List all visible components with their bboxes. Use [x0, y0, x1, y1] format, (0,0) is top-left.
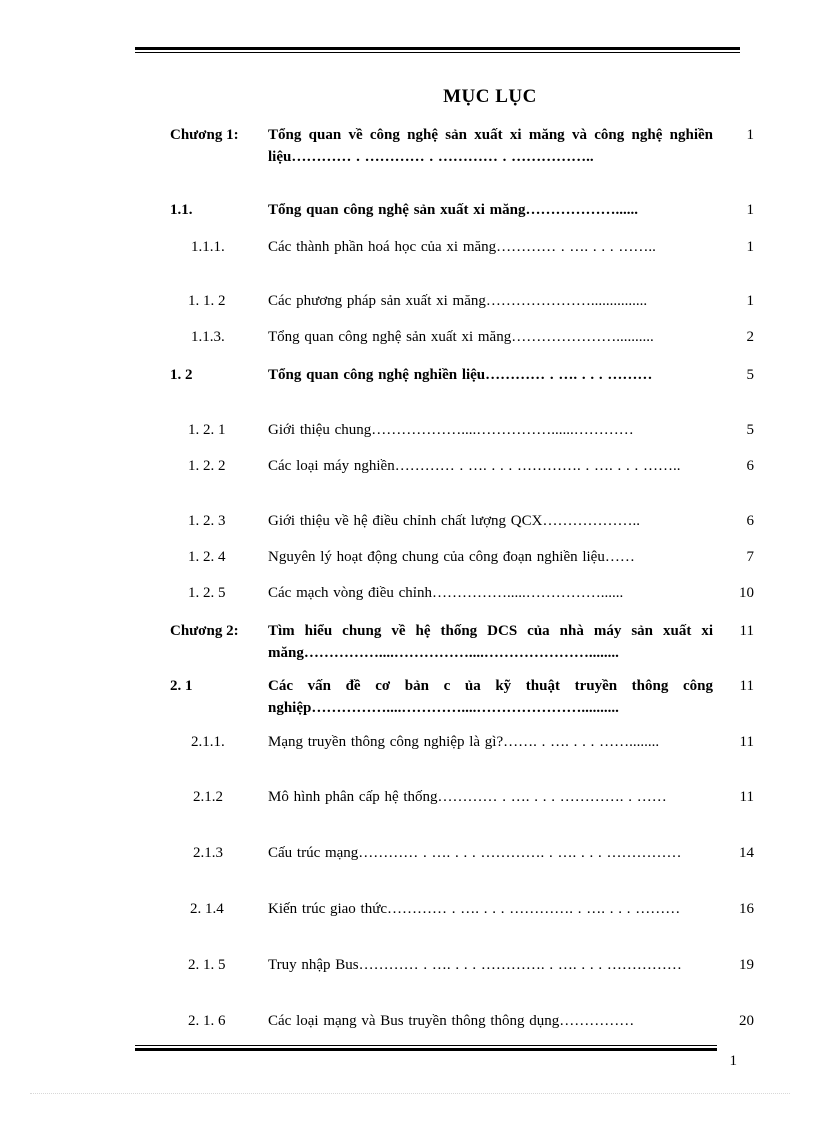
- toc-number: 2. 1. 5: [188, 957, 226, 973]
- toc-text: Các loại máy nghiền………… . …. . . . …………. . …. . . . ……..: [268, 458, 681, 474]
- toc-text: Cấu trúc mạng………… . …. . . . …………. . …. . . . ……………: [268, 845, 682, 861]
- toc-number: 2.1.3: [193, 845, 223, 861]
- toc-text: Tìm hiểu chung về hệ thống DCS của nhà máy sản xuất xi măng……………....……………....…………………........: [268, 623, 713, 661]
- toc-number: 1. 2. 2: [188, 458, 226, 474]
- toc-number: Chương 1:: [170, 127, 239, 143]
- toc-page: 14: [739, 845, 754, 861]
- toc-number: 1. 2: [170, 367, 193, 383]
- toc-page: 7: [746, 549, 754, 565]
- toc-text: Mô hình phân cấp hệ thống………… . …. . . . …………. . ……: [268, 789, 667, 805]
- toc-number: 2.1.2: [193, 789, 223, 805]
- toc-text: Giới thiệu chung………………....……………......…………: [268, 422, 634, 438]
- toc-number: 2. 1. 6: [188, 1013, 226, 1029]
- toc-number: 1.1.1.: [191, 239, 225, 255]
- footer-divider: [30, 1093, 790, 1094]
- toc-number: Chương 2:: [170, 623, 239, 639]
- toc-number: 2. 1.4: [190, 901, 224, 917]
- toc-text: Tổng quan về công nghệ sản xuất xi măng và công nghệ nghiền liệu………… . ………… . ………… . ……………..: [268, 127, 713, 165]
- toc-page: 1: [746, 202, 754, 218]
- toc-page: 11: [739, 734, 754, 750]
- toc-page: 1: [746, 127, 754, 143]
- toc-page: 2: [746, 329, 754, 345]
- toc-page: 11: [739, 623, 754, 639]
- toc-number: 2.1.1.: [191, 734, 225, 750]
- toc-page: 6: [746, 513, 754, 529]
- header-rule: [135, 47, 740, 53]
- toc-number: 1. 2. 1: [188, 422, 226, 438]
- toc-page: 10: [739, 585, 754, 601]
- toc-page: 5: [746, 422, 754, 438]
- toc-number: 1. 2. 4: [188, 549, 226, 565]
- toc-number: 1. 2. 3: [188, 513, 226, 529]
- toc-number: 2. 1: [170, 678, 193, 694]
- toc-text: Các mạch vòng điều chỉnh…………….....……………......: [268, 585, 624, 601]
- toc-text: Truy nhập Bus………… . …. . . . …………. . …. . . . ……………: [268, 957, 682, 973]
- toc-text: Tổng quan công nghệ sản xuất xi măng…………………..........: [268, 329, 654, 345]
- toc-number: 1. 2. 5: [188, 585, 226, 601]
- toc-text: Tổng quan công nghệ sản xuất xi măng………………......: [268, 202, 638, 218]
- toc-text: Kiến trúc giao thức………… . …. . . . …………. . …. . . . ………: [268, 901, 681, 917]
- toc-page: 20: [739, 1013, 754, 1029]
- toc-page: 1: [746, 239, 754, 255]
- toc-page: 19: [739, 957, 754, 973]
- toc-text: Giới thiệu về hệ điều chỉnh chất lượng QCX………………..: [268, 513, 640, 529]
- page-number: 1: [729, 1053, 737, 1069]
- toc-page: 16: [739, 901, 754, 917]
- toc-text: Các vấn đề cơ bản c ủa kỹ thuật truyền thông công nghiệp……………....…………....…………………..........: [268, 678, 713, 716]
- toc-text: Nguyên lý hoạt động chung của công đoạn nghiền liệu……: [268, 549, 635, 565]
- toc-page: 11: [739, 789, 754, 805]
- toc-number: 1. 1. 2: [188, 293, 226, 309]
- toc-text: Các phương pháp sản xuất xi măng…………………...............: [268, 293, 648, 309]
- toc-text: Các loại mạng và Bus truyền thông thông dụng……………: [268, 1013, 635, 1029]
- toc-page: 11: [739, 678, 754, 694]
- toc-text: Tổng quan công nghệ nghiền liệu………… . …. . . . ………: [268, 367, 653, 383]
- footer-rule: [135, 1045, 717, 1051]
- toc-number: 1.1.3.: [191, 329, 225, 345]
- toc-page: 5: [746, 367, 754, 383]
- page-title: MỤC LỤC: [443, 86, 537, 107]
- toc-number: 1.1.: [170, 202, 193, 218]
- toc-page: 6: [746, 458, 754, 474]
- toc-text: Mạng truyền thông công nghiệp là gì?……. . …. . . . ……........: [268, 734, 660, 750]
- toc-text: Các thành phần hoá học của xi măng………… . …. . . . ……..: [268, 239, 656, 255]
- toc-page: 1: [746, 293, 754, 309]
